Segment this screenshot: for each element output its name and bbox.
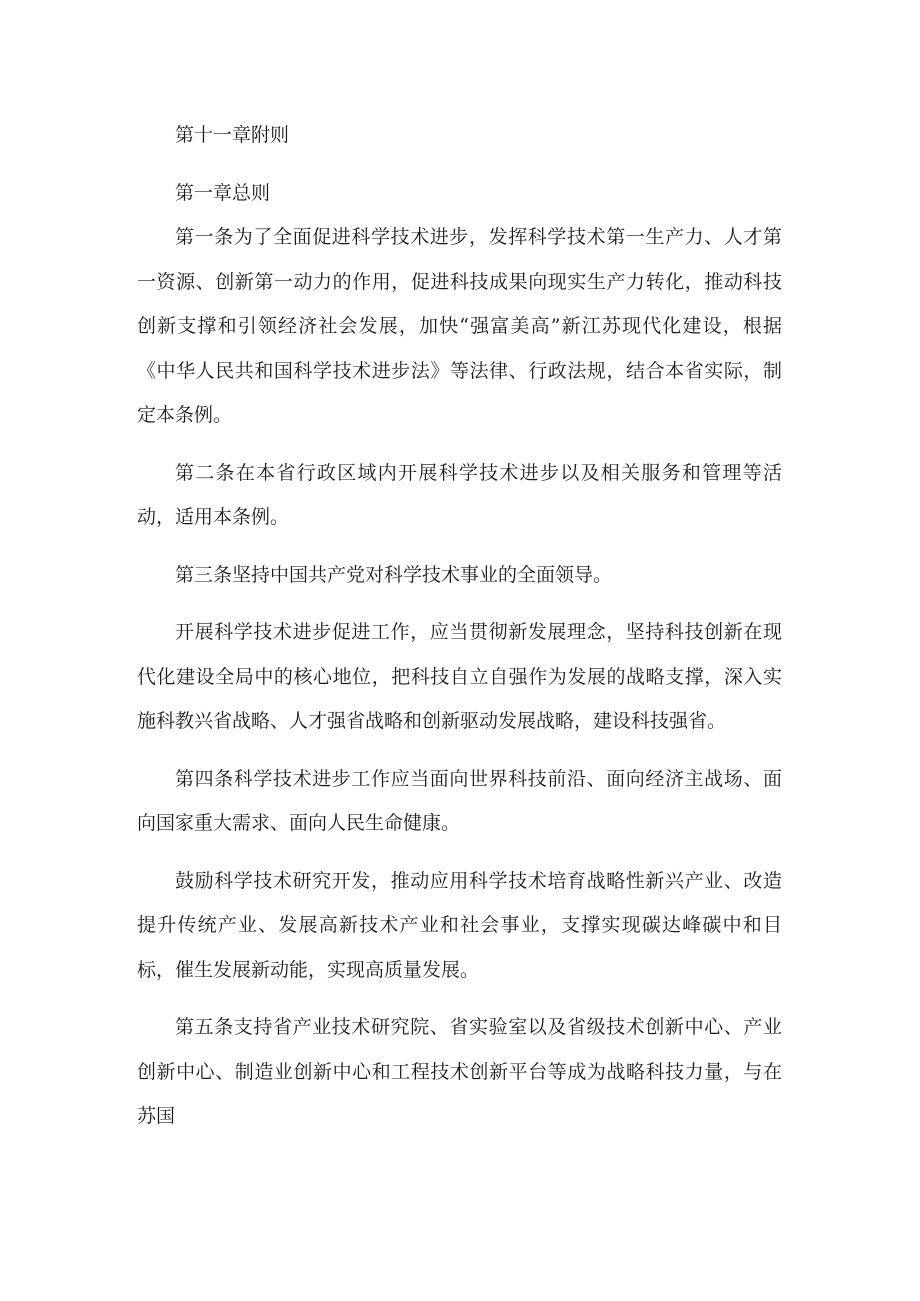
- paragraph-gap: [137, 438, 782, 451]
- article-4: 第四条科学技术进步工作应当面向世界科技前沿、面向经济主战场、面向国家重大需求、面向人民生命健康。: [137, 767, 782, 834]
- paragraph-gap: [137, 158, 782, 171]
- paragraph-gap: [137, 597, 782, 610]
- chapter-heading-supplementary: 第十一章附则: [175, 124, 290, 146]
- article-3: 第三条坚持中国共产党对科学技术事业的全面领导。: [175, 563, 613, 586]
- paragraph-gap: [137, 744, 782, 757]
- article-1: 第一条为了全面促进科学技术进步，发挥科学技术第一生产力、人才第一资源、创新第一动力的作用，促进科技成果向现实生产力转化，推动科技创新支撑和引领经济社会发展，加快“强富美高”新江苏现代化建设，根据《中华人民共和国科学技术进步法》等法律、行政法规，结合本省实际，制定本条例。: [137, 226, 782, 426]
- article-2: 第二条在本省行政区域内开展科学技术进步以及相关服务和管理等活动，适用本条例。: [137, 461, 782, 528]
- chapter-heading-general: 第一章总则: [175, 181, 271, 204]
- article-4-paragraph-2: 鼓励科学技术研究开发，推动应用科学技术培育战略性新兴产业、改造提升传统产业、发展高新技术产业和社会事业，支撑实现碳达峰碳中和目标，催生发展新动能，实现高质量发展。: [137, 869, 782, 981]
- paragraph-gap: [137, 846, 782, 859]
- article-5: 第五条支持省产业技术研究院、省实验室以及省级技术创新中心、产业创新中心、制造业创新中心和工程技术创新平台等成为战略科技力量，与在苏国: [137, 1016, 782, 1127]
- article-3-paragraph-2: 开展科学技术进步促进工作，应当贯彻新发展理念，坚持科技创新在现代化建设全局中的核心地位，把科技自立自强作为发展的战略支撑，深入实施科教兴省战略、人才强省战略和创新驱动发展战略，建设科技强省。: [137, 621, 782, 732]
- document-body: [137, 113, 782, 1139]
- paragraph-gap: [137, 540, 782, 553]
- paragraph-gap: [137, 992, 782, 1005]
